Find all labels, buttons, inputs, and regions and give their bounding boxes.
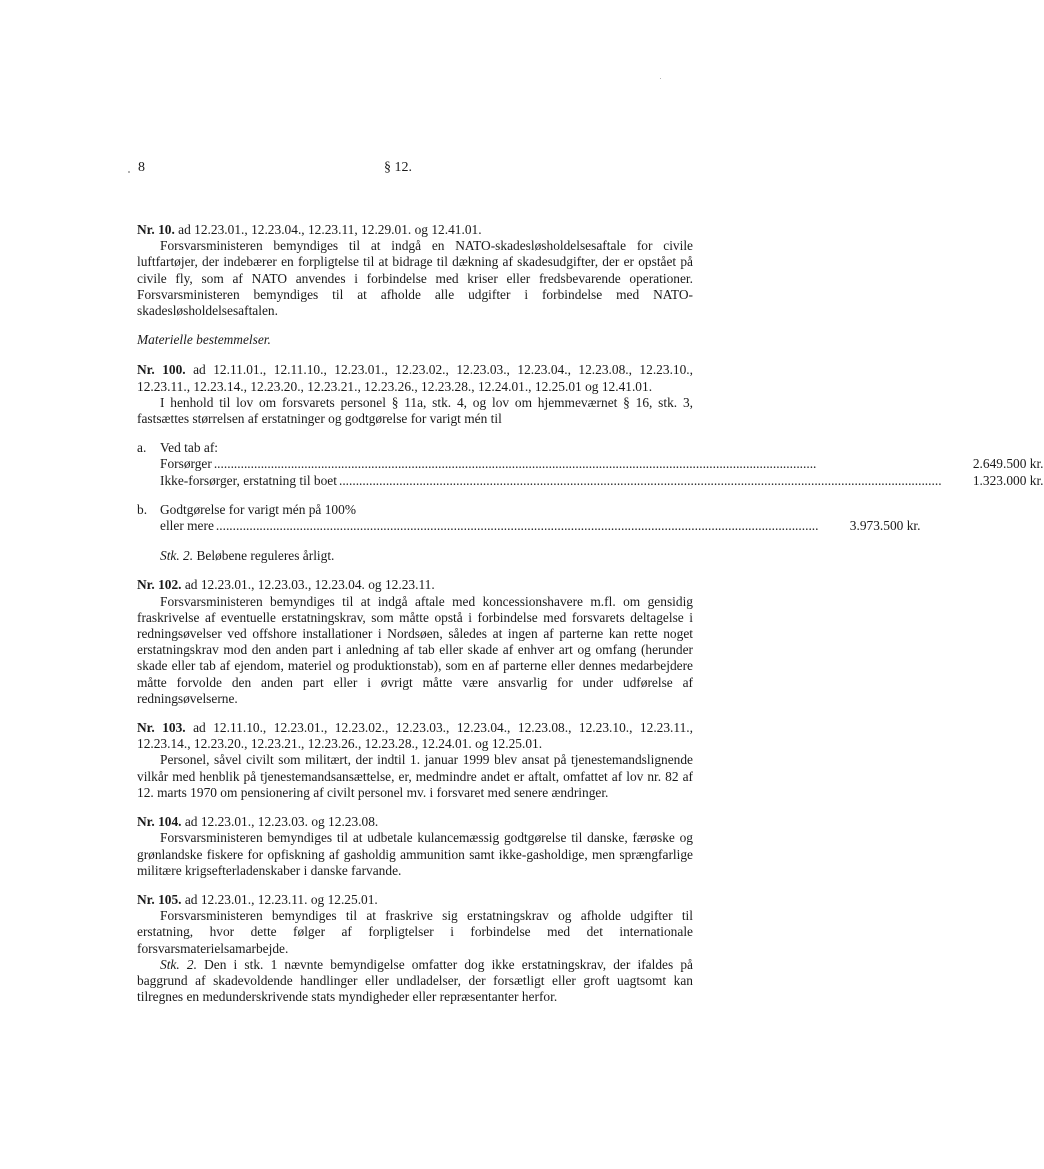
list-item-title: Ved tab af: — [160, 440, 219, 456]
list-item-a — [137, 440, 1044, 489]
stk-2-text: Den i stk. 1 nævnte bemyndigelse omfatter dog ikke erstatningskrav, der ifaldes på baggrund af skadevoldende handlinger eller undladelser, der forsætligt eller groft uagtsomt kan tilregnes en medunderskrivende stats myndigheder eller repræsentanter herfor. — [137, 956, 693, 1005]
paragraph-nr-10 — [137, 222, 693, 319]
stk-2-text: Beløbene reguleres årligt. — [193, 548, 335, 564]
nr-10-number: Nr. 10. — [137, 222, 175, 237]
amount-row — [160, 456, 1044, 472]
nr-102-text: Forsvarsministeren bemyndiges til at indgå aftale med koncessionshavere m.fl. om gensidig fraskrivelse af eventuelle erstatningskrav, som måtte opstå i forbindelse med forsvarets deltagelse i redningsøvelser ved offshore installationer i Nordsøen, således at ingen af parterne kan rette noget erstatningskrav mod den anden part i anledning af tab eller skade af enhver art og omfang (herunder skade eller tab af ejendom, materiel og produktionstab), som en af parterne eller dennes medarbejdere måtte forvolde den anden part eller i øvrigt måtte være ansvarlig for under udførelse af redningsøvelserne. — [137, 593, 693, 706]
page-number: 8 — [138, 160, 145, 175]
paragraph-nr-105 — [137, 892, 693, 1005]
scan-speck — [660, 78, 661, 79]
amount-value: 1.323.000 kr. — [972, 472, 1044, 488]
nr-104-heading — [137, 814, 693, 830]
paragraph-nr-100 — [137, 362, 1044, 564]
dot-leader — [214, 456, 942, 472]
dot-leader — [339, 473, 942, 489]
list-item-title: Godtgørelse for varigt mén på 100% — [160, 501, 356, 517]
list-item-label: b. — [137, 501, 148, 517]
dot-leader — [216, 518, 819, 534]
nr-104-number: Nr. 104. — [137, 814, 182, 830]
paragraph-nr-104 — [137, 814, 693, 879]
nr-100-number: Nr. 100. — [137, 362, 186, 378]
nr-100-text: I henhold til lov om forsvarets personel § 11a, stk. 4, og lov om hjemmeværnet § 16, stk. 3, fastsættes størrelsen af erstatninger og godtgørelse for varigt mén til — [137, 394, 693, 427]
nr-102-refs: ad 12.23.01., 12.23.03., 12.23.04. og 12.23.11. — [181, 577, 435, 593]
amount-row — [160, 518, 920, 534]
nr-103-text: Personel, såvel civilt som militært, der indtil 1. januar 1999 blev ansat på tjenestemandslignende vilkår med henblik på tjenestemandsansættelse, er, medmindre andet er aftalt, omfattet af lov nr. 82 af 12. marts 1970 om pensionering af civilt personel mv. i forsvaret med senere ændringer. — [137, 752, 693, 800]
nr-100-stk-2 — [137, 548, 693, 564]
list-item-b — [137, 501, 921, 534]
compensation-list — [137, 440, 1044, 534]
section-heading: Materielle bestemmelser. — [137, 332, 271, 348]
nr-105-refs: ad 12.23.01., 12.23.11. og 12.25.01. — [181, 891, 378, 907]
paragraph-nr-102 — [137, 577, 693, 707]
section-header: § 12. — [384, 160, 412, 175]
list-item-body — [160, 502, 920, 534]
nr-10-heading — [137, 222, 693, 238]
nr-10-refs: ad 12.23.01., 12.23.04., 12.23.11, 12.29.01. og 12.41.01. — [174, 222, 482, 237]
nr-104-text: Forsvarsministeren bemyndiges til at udbetale kulancemæssig godtgørelse til danske, færøske og grønlandske fiskere for opfiskning af gasholdig ammunition samt ikke-gasholdige, men sprængfarlige militære krigsefterladenskaber i danske farvande. — [137, 830, 693, 878]
stk-2-label: Stk. 2. — [160, 956, 197, 972]
amount-row-label: Ikke-forsørger, erstatning til boet — [160, 472, 337, 488]
list-item-body — [160, 440, 1044, 489]
nr-102-number: Nr. 102. — [137, 577, 182, 593]
amount-row — [160, 473, 1044, 489]
nr-105-heading — [137, 892, 693, 908]
amount-row-label: Forsørger — [160, 456, 212, 472]
list-item-label: a. — [137, 440, 147, 456]
nr-105-stk-2 — [137, 957, 693, 1006]
nr-102-heading — [137, 577, 693, 593]
nr-105-number: Nr. 105. — [137, 891, 182, 907]
nr-10-text: Forsvarsministeren bemyndiges til at indgå en NATO-skadesløsholdelsesaftale for civile luftfartøjer, der indebærer en forpligtelse til at bidrage til dækning af skadesudgifter, der er opstået på civile fly, som af NATO anvendes i forbindelse med kriser eller fredsbevarende operationer. Forsvarsministeren bemyndiges til at afholde alle udgifter i forbindelse med NATO-skadesløsholdelsesaftalen. — [137, 238, 693, 319]
amount-value: 3.973.500 kr. — [849, 518, 921, 534]
amount-value: 2.649.500 kr. — [972, 456, 1044, 472]
document-body — [137, 222, 1044, 1005]
amount-row-label: eller mere — [160, 518, 214, 534]
paragraph-nr-103 — [137, 720, 693, 801]
nr-100-refs: ad 12.11.01., 12.11.10., 12.23.01., 12.23.02., 12.23.03., 12.23.04., 12.23.08., 12.23.10., 12.23.11., 12.23.14., 12.23.20., 12.23.21., 12.23.26., 12.23.28., 12.24.01., 12.25.01 og 12.41.01. — [137, 362, 693, 394]
nr-103-refs: ad 12.11.10., 12.23.01., 12.23.02., 12.23.03., 12.23.04., 12.23.08., 12.23.10., 12.23.11., 12.23.14., 12.23.20., 12.23.21., 12.23.26., 12.23.28., 12.24.01. og 12.25.01. — [137, 720, 693, 752]
scan-speck — [128, 171, 130, 173]
nr-104-refs: ad 12.23.01., 12.23.03. og 12.23.08. — [181, 814, 379, 830]
stk-2-label: Stk. 2. — [160, 548, 194, 564]
nr-103-number: Nr. 103. — [137, 720, 186, 736]
nr-105-text: Forsvarsministeren bemyndiges til at fraskrive sig erstatningskrav og afholde udgifter til erstatning, hvor dette følger af forpligtelser i forbindelse med det internationale forsvarsmaterielsamarbejde. — [137, 908, 693, 956]
nr-103-heading — [137, 720, 693, 752]
nr-100-heading — [137, 362, 693, 394]
